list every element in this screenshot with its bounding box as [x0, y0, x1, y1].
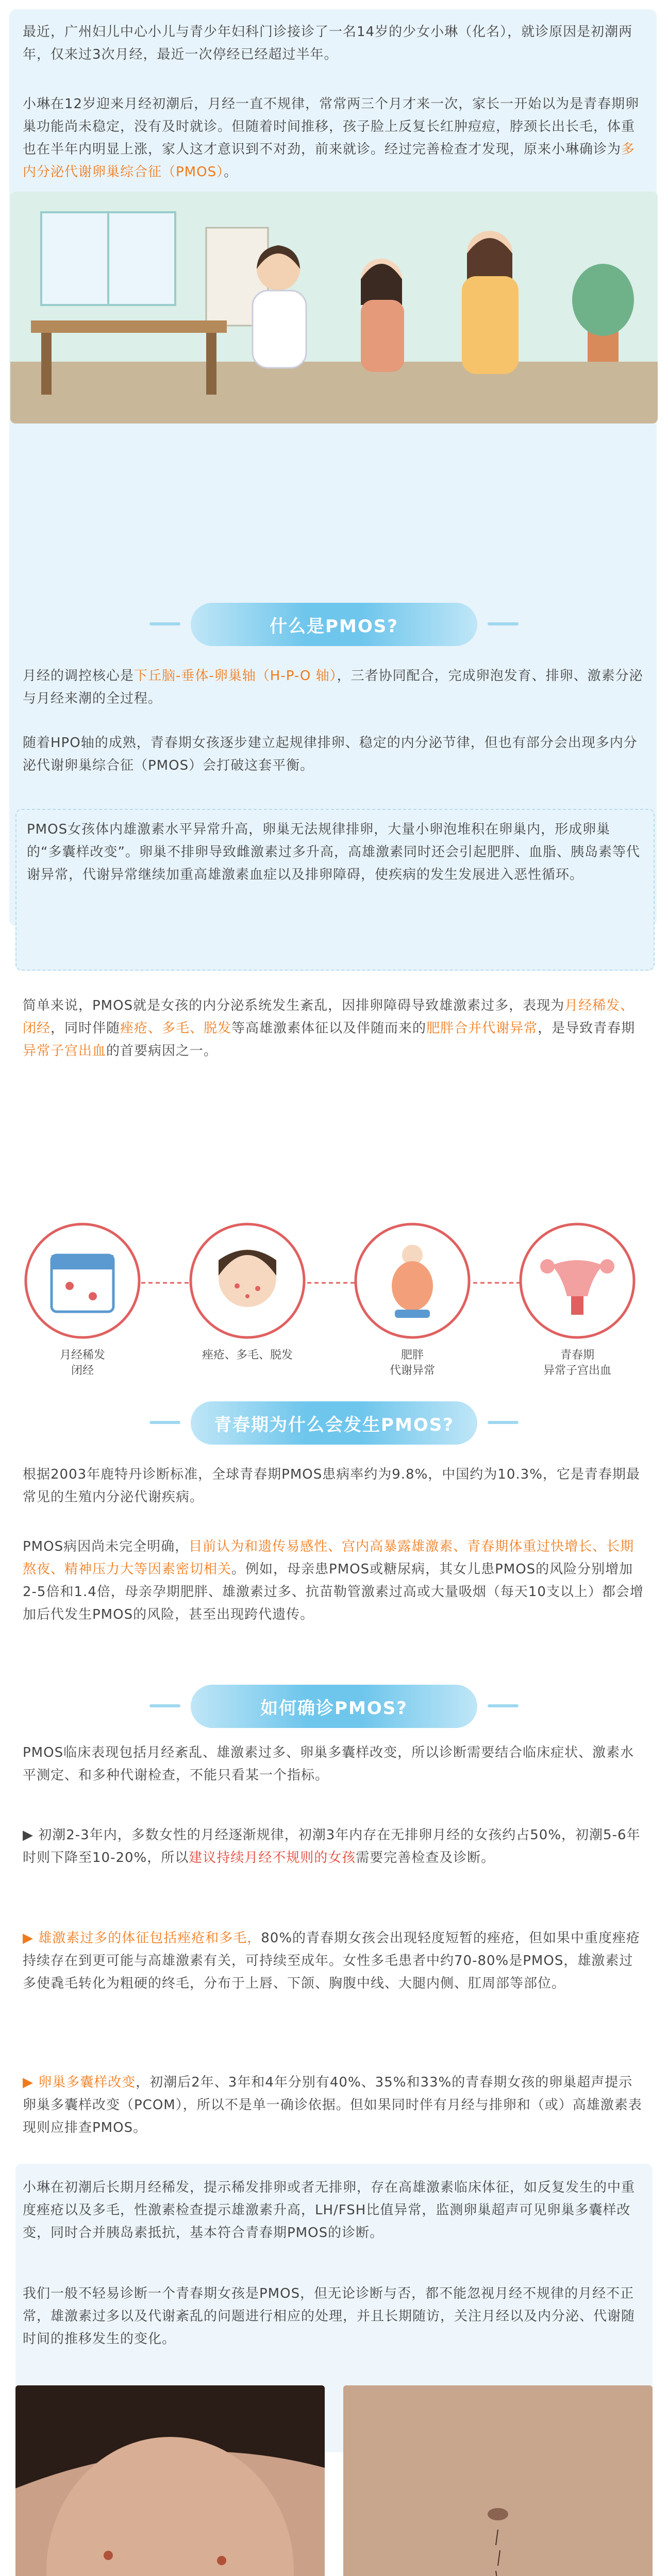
diag-bullet-1: ▶ 初潮2-3年内，多数女性的月经逐渐规律，初潮3年内存在无排卵月经的女孩约占50%，初潮5-6年时则下降至10-20%，所以建议持续月经不规则的女孩需要完善检查及诊断。	[23, 1827, 641, 1866]
intro-paragraph-2: 小琳在12岁迎来月经初潮后，月经一直不规律，常常两三个月才来一次，家长一开始以为是青春期卵巢功能尚未稳定，没有及时就诊。但随着时间推移，孩子脸上反复长红肿痘痘，脖颈长出长毛，体重也在半年内明显上涨，家人这才意识到不对劲，前来就诊。经过完善检查才发现，原来小琳确诊为多内分泌代谢卵巢综合征（PMOS）。	[23, 96, 640, 180]
what-paragraph-1: 月经的调控核心是下丘脑-垂体-卵巢轴（H-P-O 轴），三者协同配合，完成卵泡发育、排卵、激素分泌与月经来潮的全过程。	[23, 668, 643, 706]
section-title-diagnosis: 如何确诊PMOS?	[191, 1685, 477, 1728]
body-scale-icon	[350, 1219, 474, 1343]
diag-bullet-2: ▶ 雄激素过多的体征包括痤疮和多毛，80%的青春期女孩会出现轻度短暂的痤疮，但如果中重度痤疮持续存在到更可能与高雄激素有关，可持续至成年。女性多毛患者中约70-80%是PMOS，雄激素过多使毳毛转化为粗硬的终毛，分布于上唇、下颌、胸腹中线、大腿内侧、肛周部等部位。	[23, 1930, 641, 1991]
what-paragraph-3: 简单来说，PMOS就是女孩的内分泌系统发生紊乱，因排卵障碍导致雄激素过多，表现为月经稀发、闭经，同时伴随痤疮、多毛、脱发等高雄激素体征以及伴随而来的肥胖合并代谢异常，是导致青春期异常子宫出血的首要病因之一。	[23, 998, 636, 1059]
face-acne-icon	[186, 1219, 309, 1343]
symptom-label-4: 青春期 异常子宫出血	[543, 1349, 611, 1377]
section-title-what: 什么是PMOS?	[191, 603, 477, 646]
why-paragraph-2: PMOS病因尚未完全明确，目前认为和遗传易感性、宫内高暴露雄激素、青春期体重过快增长、长期熬夜、精神压力大等因素密切相关。例如，母亲患PMOS或糖尿病，其女儿患PMOS的风险分别增加2-5倍和1.4倍，母亲孕期肥胖、雄激素过多、抗苗勒管激素过高或大量吸烟（每天10支以上）都会增加后代发生PMOS的风险，甚至出现跨代遗传。	[23, 1539, 644, 1622]
what-quote-box	[15, 809, 655, 971]
uterus-icon	[515, 1219, 639, 1343]
calendar-icon	[21, 1219, 144, 1343]
diag-paragraph-1: PMOS临床表现包括月经紊乱、雄激素过多、卵巢多囊样改变，所以诊断需要结合临床症状、激素水平测定、和多种代谢检查，不能只看某一个指标。	[23, 1745, 634, 1783]
why-paragraph-1: 根据2003年鹿特丹诊断标准，全球青春期PMOS患病率约为9.8%，中国约为10.3%，它是青春期最常见的生殖内分泌代谢疾病。	[23, 1467, 640, 1505]
face-acne-photo	[15, 2385, 325, 2576]
case-paragraph-2: 我们一般不轻易诊断一个青春期女孩是PMOS，但无论诊断与否，都不能忽视月经不规律的月经不正常，雄激素过多以及代谢紊乱的问题进行相应的处理，并且长期随访，关注月经以及内分泌、代谢随时间的推移发生的变化。	[23, 2286, 636, 2347]
symptom-label-1: 月经稀发 闭经	[59, 1349, 105, 1377]
intro-paragraph-1: 最近，广州妇儿中心小儿与青少年妇科门诊接诊了一名14岁的少女小琳（化名），就诊原因是初潮两年，仅来过3次月经，最近一次停经已经超过半年。	[23, 24, 633, 62]
diag-bullet-3: ▶ 卵巢多囊样改变，初潮后2年、3年和4年分别有40%、35%和33%的青春期女孩的卵巢超声提示卵巢多囊样改变（PCOM），所以不是单一确诊依据。但如果同时伴有月经与排卵和（或）高雄激素表现则应排查PMOS。	[23, 2075, 642, 2136]
symptom-label-3: 肥胖 代谢异常	[389, 1349, 435, 1377]
section-title-why: 青春期为什么会发生PMOS?	[191, 1401, 477, 1445]
what-paragraph-2: 随着HPO轴的成熟，青春期女孩逐步建立起规律排卵、稳定的内分泌节律，但也有部分会出现多内分泌代谢卵巢综合征（PMOS）会打破这套平衡。	[23, 735, 638, 773]
what-quote-text: PMOS女孩体内雄激素水平异常升高，卵巢无法规律排卵，大量小卵泡堆积在卵巢内，形成卵巢的“多囊样改变”。卵巢不排卵导致雌激素过多升高，高雄激素同时还会引起肥胖、血脂、胰岛素等代谢异常，代谢异常继续加重高雄激素血症以及排卵障碍，使疾病的发生发展进入恶性循环。	[27, 822, 640, 883]
consultation-illustration	[10, 192, 658, 423]
symptom-label-2: 痤疮、多毛、脱发	[202, 1349, 293, 1362]
case-paragraph-1: 小琳在初潮后长期月经稀发，提示稀发排卵或者无排卵，存在高雄激素临床体征，如反复发生的中重度痤疮以及多毛，性激素检查提示雄激素升高，LH/FSH比值异常，监测卵巢超声可见卵巢多囊样改变，同时合并胰岛素抵抗，基本符合青春期PMOS的诊断。	[23, 2180, 636, 2241]
abdominal-hair-photo	[343, 2385, 653, 2576]
